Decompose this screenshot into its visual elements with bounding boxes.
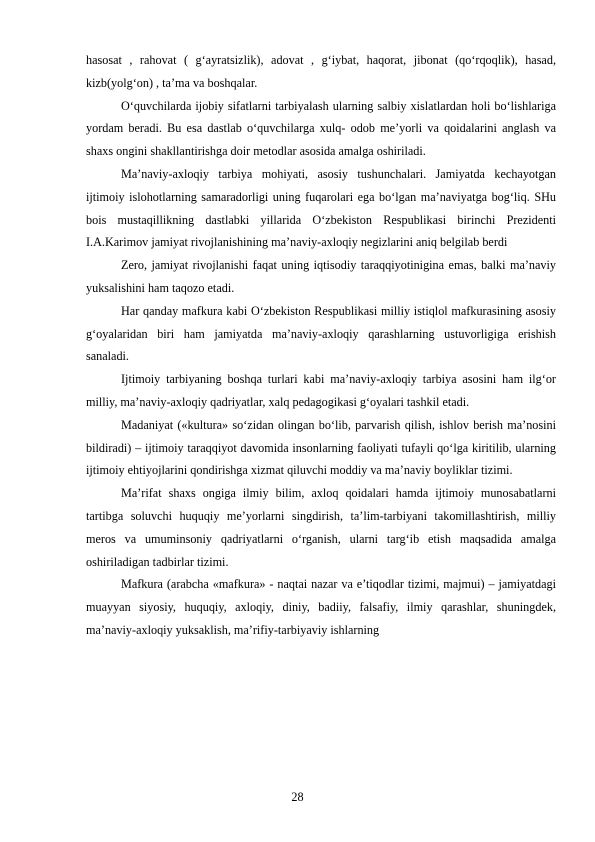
page-number: 28 (291, 790, 304, 804)
paragraph: Madaniyat («kultura» so‘zidan olingan bo‘lib, parvarish qilish, ishlov berish ma’nosini bildiradi) – ijtimoiy taraqqiyot davomida insonlarning faoliyati tufayli qo‘lga kiritilib, ularning ijtimoiy ehtiyojlarini qondirishga xizmat qiluvchi moddiy va ma’naviy boyliklar tizimi. (86, 417, 556, 478)
paragraph: Ma’rifat shaxs ongiga ilmiy bilim, axloq qoidalari hamda ijtimoiy munosabatlarni tartibga soluvchi huquqiy me’yorlarni singdirish, ta’lim-tarbiyani takomillashtirish, milliy meros va umuminsoniy qadriyatlarni o‘rganish, ularni targ‘ib etish maqsadida amalga oshiriladigan tadbirlar tizimi. (86, 486, 556, 569)
paragraph: Har qanday mafkura kabi O‘zbekiston Respublikasi milliy istiqlol mafkurasining asosiy g‘oyalaridan biri ham jamiyatda ma’naviy-axloqiy qarashlarning ustuvorligiga erishish sanaladi. (86, 303, 556, 364)
paragraph: Ijtimoiy tarbiyaning boshqa turlari kabi ma’naviy-axloqiy tarbiya asosini ham ilg‘or milliy, ma’naviy-axloqiy qadriyatlar, xalq pedagogikasi g‘oyalari tashkil etadi. (86, 372, 556, 409)
body-text (86, 49, 556, 642)
paragraph: Ma’naviy-axloqiy tarbiya mohiyati, asosiy tushunchalari. Jamiyatda kechayotgan ijtimoiy islohotlarning samaradorligi uning fuqarolari ega bo‘lgan ma’naviyatga bog‘liq. SHu bois mustaqillikning dastlabki yillarida O‘zbekiston Respublikasi birinchi Prezidenti I.A.Karimov jamiyat rivojlanishining ma’naviy-axloqiy negizlarini aniq belgilab berdi (86, 166, 556, 250)
paragraph: Mafkura (arabcha «mafkura» - naqtai nazar va e’tiqodlar tizimi, majmui) – jamiyatdagi muayyan siyosiy, huquqiy, axloqiy, diniy, badiiy, falsafiy, ilmiy qarashlar, shuningdek, ma’naviy-axloqiy yuksaklish, ma’rifiy-tarbiyaviy ishlarning (86, 577, 556, 637)
paragraph: O‘quvchilarda ijobiy sifatlarni tarbiyalash ularning salbiy xislatlardan holi bo‘lishlariga yordam beradi. Bu esa dastlab o‘quvchilarga xulq- odob me’yorli va qoidalarini anglash va shaxs ongini shakllantirishga doir metodlar asosida amalga oshiriladi. (86, 98, 556, 159)
paragraph-continuation: hasosat , rahovat ( g‘ayratsizlik), adovat , g‘iybat, haqorat, jibonat (qo‘rqoqlik), hasad, kizb(yolg‘on) , ta’ma va boshqalar. (86, 53, 556, 90)
paragraph: Zero, jamiyat rivojlanishi faqat uning iqtisodiy taraqqiyotinigina emas, balki ma’naviy yuksalishini ham taqozo etadi. (86, 258, 556, 295)
